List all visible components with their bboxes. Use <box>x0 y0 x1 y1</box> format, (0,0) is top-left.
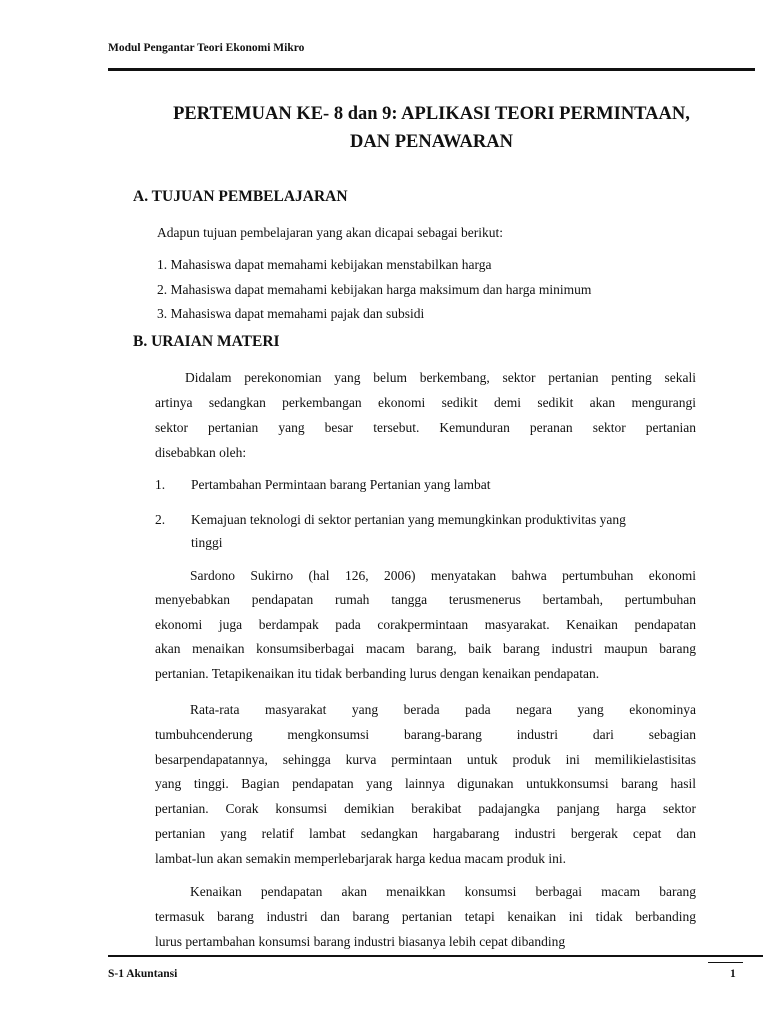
paragraph-4-line-1: Kenaikan pendapatan akan menaikkan konsumsi berbagai macam barang <box>190 884 696 899</box>
paragraph-3-line-6: pertanian yang relatif lambat sedangkan hargabarang industri bergerak cepat dan <box>155 826 696 841</box>
header-rule <box>108 68 755 71</box>
page-number: 1 <box>730 968 736 980</box>
page-title <box>108 100 755 156</box>
paragraph-2-line-2: menyebabkan pendapatan rumah tangga terusmenerus bertambah, pertumbuhan <box>155 592 696 607</box>
paragraph-3-line-1: Rata-rata masyarakat yang berada pada negara yang ekonominya <box>190 702 696 717</box>
cause-list-text-2-cont: tinggi <box>191 535 223 550</box>
paragraph-2-line-1: Sardono Sukirno (hal 126, 2006) menyatakan bahwa pertumbuhan ekonomi <box>190 568 696 583</box>
footer-rule <box>108 955 763 957</box>
title-line-2: DAN PENAWARAN <box>350 132 513 152</box>
running-header: Modul Pengantar Teori Ekonomi Mikro <box>108 42 305 54</box>
paragraph-2-line-5: pertanian. Tetapikenaikan itu tidak berbanding lurus dengan kenaikan pendapatan. <box>155 666 600 681</box>
paragraph-3-line-4: yang tinggi. Bagian pendapatan yang lainnya digunakan untukkonsumsi barang hasil <box>155 776 696 791</box>
paragraph-1-line-4: disebabkan oleh: <box>155 445 247 460</box>
footer-program: S-1 Akuntansi <box>108 968 178 980</box>
paragraph-3-line-2: tumbuhcenderung mengkonsumsi barang-barang industri dari sebagian <box>155 727 696 742</box>
paragraph-1-line-2: artinya sedangkan perkembangan ekonomi sedikit demi sedikit akan mengurangi <box>155 395 696 410</box>
section-a-heading: A. TUJUAN PEMBELAJARAN <box>133 188 348 205</box>
paragraph-2-line-3: ekonomi juga berdampak pada corakpermintaan masyarakat. Kenaikan pendapatan <box>155 617 696 632</box>
paragraph-3-line-7: lambat-lun akan semakin memperlebarjarak harga kedua macam produk ini. <box>155 851 566 866</box>
cause-list-text-1: Pertambahan Permintaan barang Pertanian yang lambat <box>191 477 491 492</box>
cause-list-number-1: 1. <box>155 477 166 492</box>
paragraph-1-line-3: sektor pertanian yang besar tersebut. Kemunduran peranan sektor pertanian <box>155 420 696 435</box>
title-line-1: PERTEMUAN KE- 8 dan 9: APLIKASI TEORI PERMINTAAN, <box>173 104 690 124</box>
paragraph-2-line-4: akan menaikan konsumsiberbagai macam barang, baik barang industri maupun barang <box>155 641 696 656</box>
section-b-heading: B. URAIAN MATERI <box>133 333 280 350</box>
paragraph-1-line-1: Didalam perekonomian yang belum berkembang, sektor pertanian penting sekali <box>185 370 696 385</box>
objective-item-3: 3. Mahasiswa dapat memahami pajak dan subsidi <box>157 306 425 321</box>
paragraph-4-line-2: termasuk barang industri dan barang pertanian tetapi kenaikan ini tidak berbanding <box>155 909 696 924</box>
objective-item-2: 2. Mahasiswa dapat memahami kebijakan harga maksimum dan harga minimum <box>157 282 592 297</box>
cause-list-number-2: 2. <box>155 512 166 527</box>
objective-item-1: 1. Mahasiswa dapat memahami kebijakan menstabilkan harga <box>157 257 492 272</box>
paragraph-3-line-3: besarpendapatannya, sehingga kurva permintaan untuk produk ini memilikielastisitas <box>155 752 696 767</box>
page-number-rule <box>708 962 743 963</box>
paragraph-4-line-3: lurus pertambahan konsumsi barang industri biasanya lebih cepat dibanding <box>155 934 566 949</box>
cause-list-text-2: Kemajuan teknologi di sektor pertanian yang memungkinkan produktivitas yang <box>191 512 626 527</box>
paragraph-3-line-5: pertanian. Corak konsumsi demikian berakibat padajangka panjang harga sektor <box>155 801 696 816</box>
section-a-intro: Adapun tujuan pembelajaran yang akan dicapai sebagai berikut: <box>157 225 503 240</box>
